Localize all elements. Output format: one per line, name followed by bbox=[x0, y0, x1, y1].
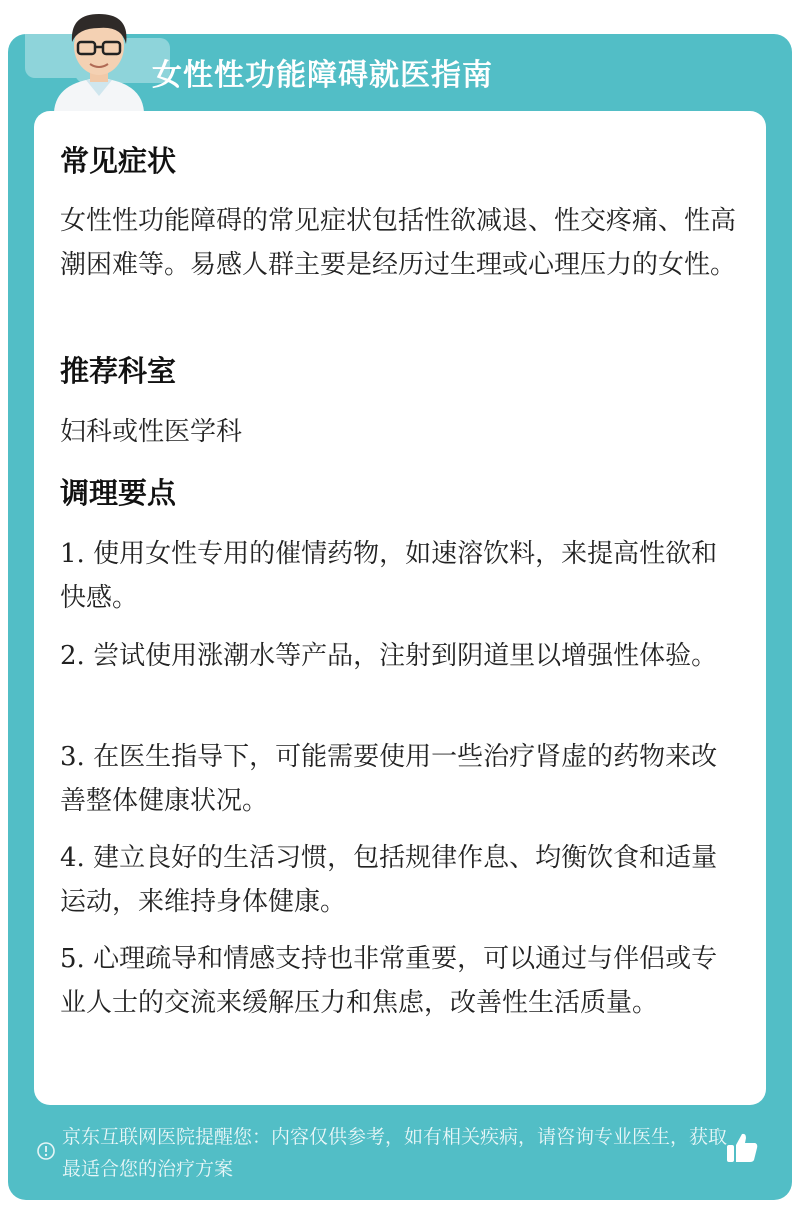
care-item-text: 建立良好的生活习惯，包括规律作息、均衡饮食和适量运动，来维持身体健康。 bbox=[60, 843, 718, 917]
care-item-number: 4. bbox=[60, 843, 85, 873]
content-card bbox=[34, 111, 766, 1105]
thumbs-up-icon[interactable] bbox=[724, 1130, 760, 1166]
care-item bbox=[60, 634, 740, 678]
care-item-number: 2. bbox=[60, 641, 85, 671]
care-item-text: 在医生指导下，可能需要使用一些治疗肾虚的药物来改善整体健康状况。 bbox=[60, 742, 718, 816]
care-item-text: 心理疏导和情感支持也非常重要，可以通过与伴侣或专业人士的交流来缓解压力和焦虑，改善性生活质量。 bbox=[60, 944, 718, 1018]
care-item-text: 使用女性专用的催情药物，如速溶饮料，来提高性欲和快感。 bbox=[60, 539, 718, 613]
symptoms-text: 女性性功能障碍的常见症状包括性欲减退、性交疼痛、性高潮困难等。易感人群主要是经历过生理或心理压力的女性。 bbox=[60, 206, 737, 280]
doctor-avatar-icon bbox=[44, 4, 154, 112]
care-item-number: 3. bbox=[60, 742, 85, 772]
page-title: 女性性功能障碍就医指南 bbox=[152, 58, 493, 93]
info-icon bbox=[36, 1141, 56, 1161]
care-item bbox=[60, 735, 740, 823]
symptoms-title: 常见症状 bbox=[60, 144, 177, 178]
care-item-number: 5. bbox=[60, 944, 85, 974]
disclaimer-text: 京东互联网医院提醒您：内容仅供参考，如有相关疾病，请咨询专业医生，获取最适合您的治疗方案 bbox=[62, 1126, 728, 1180]
care-item bbox=[60, 532, 740, 620]
care-title: 调理要点 bbox=[60, 476, 177, 510]
care-item-text: 尝试使用涨潮水等产品，注射到阴道里以增强性体验。 bbox=[93, 641, 718, 671]
care-item bbox=[60, 836, 740, 924]
care-item-number: 1. bbox=[60, 539, 85, 569]
department-title: 推荐科室 bbox=[60, 354, 177, 388]
department-text: 妇科或性医学科 bbox=[60, 417, 243, 447]
care-item bbox=[60, 937, 740, 1025]
